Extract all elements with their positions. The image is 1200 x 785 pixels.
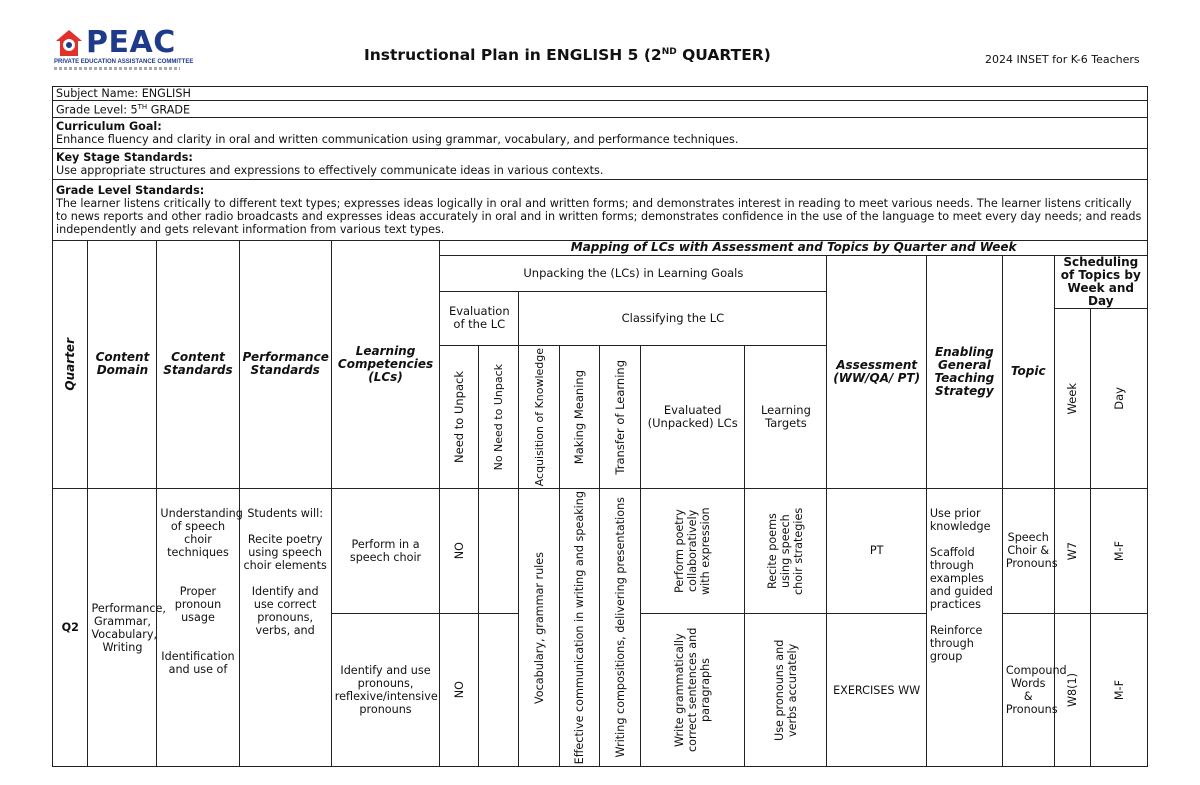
domain-cell: Performance, Grammar, Vocabulary, Writing bbox=[88, 489, 157, 767]
content-standards-cell: Understanding of speech choir techniques Proper pronoun usage Identification and use of bbox=[157, 489, 239, 767]
day-cell-1: M-F bbox=[1091, 489, 1148, 614]
logo-subtitle: PRIVATE EDUCATION ASSISTANCE COMMITTEE bbox=[54, 59, 194, 65]
col-learning-targets: Learning Targets bbox=[745, 345, 827, 488]
table-row bbox=[53, 489, 1148, 614]
assessment-cell-2: EXERCISES WW bbox=[827, 613, 926, 767]
no-need-unpack-cell-2 bbox=[478, 613, 519, 767]
col-making-meaning: Making Meaning bbox=[559, 345, 600, 488]
transfer-cell: Writing compositions, delivering presentations bbox=[600, 489, 641, 767]
col-topic: Topic bbox=[1002, 255, 1054, 488]
week-cell-1: W7 bbox=[1054, 489, 1090, 614]
col-evaluated-lcs: Evaluated (Unpacked) LCs bbox=[640, 345, 744, 488]
week-cell-2: W8(1) bbox=[1054, 613, 1090, 767]
col-transfer: Transfer of Learning bbox=[600, 345, 641, 488]
evaluation-header: Evaluation of the LC bbox=[440, 291, 519, 345]
topic-cell-2: Compound Words & Pronouns bbox=[1002, 613, 1054, 767]
day-cell-2: M-F bbox=[1091, 613, 1148, 767]
evaluated-cell-2: Write grammatically correct sentences and paragraphs bbox=[640, 613, 744, 767]
acquisition-cell: Vocabulary, grammar rules bbox=[519, 489, 560, 767]
key-stage-row: Key Stage Standards: Use appropriate structures and expressions to effectively communicate ideas in various contexts. bbox=[53, 148, 1148, 179]
peac-logo-icon bbox=[54, 28, 84, 58]
col-acquisition: Acquisition of Knowledge bbox=[519, 345, 560, 488]
col-quarter: Quarter bbox=[53, 240, 88, 488]
quarter-cell: Q2 bbox=[53, 489, 88, 767]
unpacking-header: Unpacking the (LCs) in Learning Goals bbox=[440, 255, 827, 291]
col-day: Day bbox=[1091, 308, 1148, 488]
col-week: Week bbox=[1054, 308, 1090, 488]
performance-standards-cell: Students will: Recite poetry using speech choir elements Identify and use correct pronouns, verbs, and bbox=[239, 489, 331, 767]
page-title: Instructional Plan in ENGLISH 5 (2ND QUARTER) bbox=[364, 46, 771, 64]
curriculum-row: Curriculum Goal: Enhance fluency and clarity in oral and written communication using grammar, vocabulary, and performance techniques. bbox=[53, 117, 1148, 148]
col-content-domain: Content Domain bbox=[88, 240, 157, 488]
lc-cell-2: Identify and use pronouns, reflexive/intensive pronouns bbox=[331, 613, 439, 767]
logo-underline bbox=[54, 67, 180, 70]
grade-row: Grade Level: 5TH GRADE bbox=[53, 101, 1148, 118]
no-need-unpack-cell-1 bbox=[478, 489, 519, 614]
topic-cell-1: Speech Choir & Pronouns bbox=[1002, 489, 1054, 614]
lc-cell-1: Perform in a speech choir bbox=[331, 489, 439, 614]
need-unpack-cell-2: NO bbox=[440, 613, 479, 767]
subject-row: Subject Name: ENGLISH bbox=[53, 87, 1148, 101]
col-scheduling: Scheduling of Topics by Week and Day bbox=[1054, 255, 1147, 308]
logo-wordmark: PEAC bbox=[86, 25, 176, 60]
col-assessment: Assessment (WW/QA/ PT) bbox=[827, 255, 926, 488]
col-content-standards: Content Standards bbox=[157, 240, 239, 488]
col-enabling-strategy: Enabling General Teaching Strategy bbox=[926, 255, 1002, 488]
instructional-plan-table bbox=[52, 86, 1148, 767]
classifying-header: Classifying the LC bbox=[519, 291, 827, 345]
strategy-cell: Use prior knowledge Scaffold through examples and guided practices Reinforce through group bbox=[926, 489, 1002, 767]
inset-label: 2024 INSET for K-6 Teachers bbox=[985, 53, 1140, 66]
target-cell-2: Use pronouns and verbs accurately bbox=[745, 613, 827, 767]
col-performance-standards: Performance Standards bbox=[239, 240, 331, 488]
making-meaning-cell: Effective communication in writing and speaking bbox=[559, 489, 600, 767]
col-no-need-unpack: No Need to Unpack bbox=[478, 345, 519, 488]
col-learning-competencies: Learning Competencies (LCs) bbox=[331, 240, 439, 488]
peac-logo bbox=[54, 25, 194, 78]
target-cell-1: Recite poems using speech choir strategies bbox=[745, 489, 827, 614]
assessment-cell-1: PT bbox=[827, 489, 926, 614]
need-unpack-cell-1: NO bbox=[440, 489, 479, 614]
mapping-header: Mapping of LCs with Assessment and Topics by Quarter and Week bbox=[440, 240, 1148, 255]
grade-standards-row: Grade Level Standards: The learner listens critically to different text types; expresses ideas logically in oral and written forms; and demonstrates interest in reading to meet various needs. The learner listens critically to news reports and other radio broadcasts and expresses ideas accurately in oral and in written forms; demonstrates confidence in the use of the language to meet every day needs; and reads independently and gets relevant information from various text types. bbox=[53, 179, 1148, 240]
col-need-unpack: Need to Unpack bbox=[440, 345, 479, 488]
evaluated-cell-1: Perform poetry collaboratively with expression bbox=[640, 489, 744, 614]
